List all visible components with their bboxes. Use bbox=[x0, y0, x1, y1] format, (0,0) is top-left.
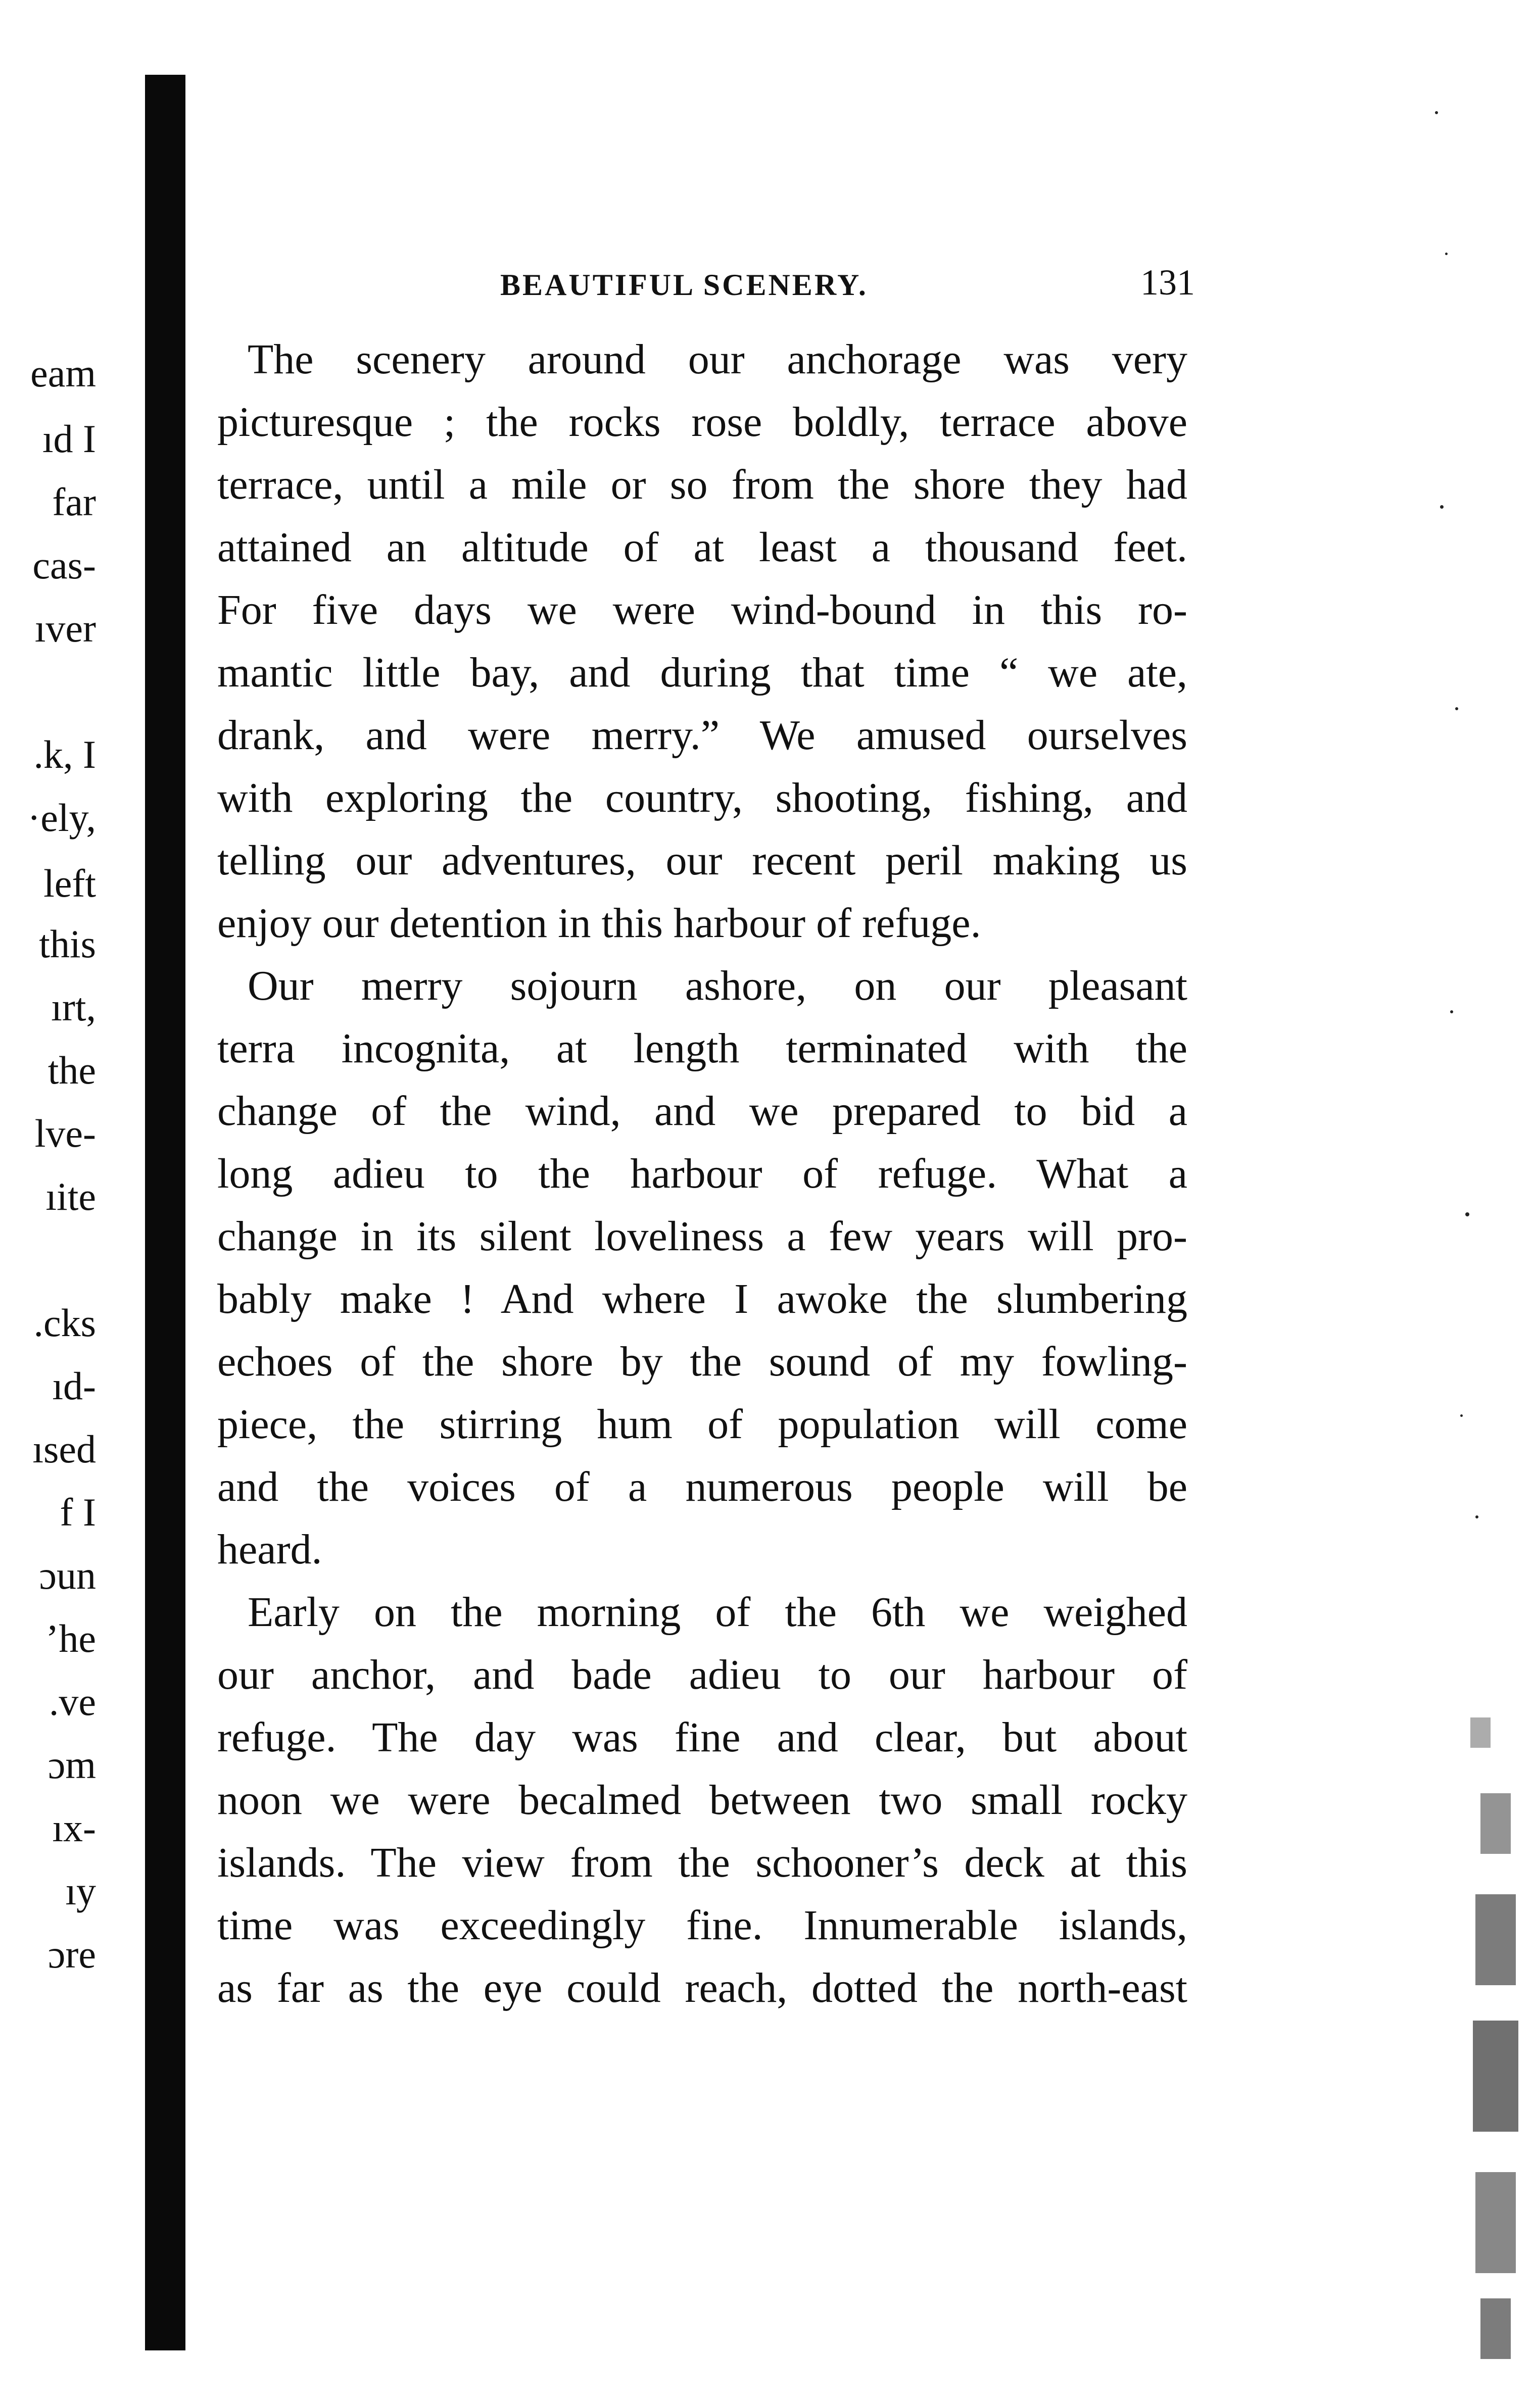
facing-page-fragment: cas- bbox=[32, 543, 96, 587]
facing-page-fragment: ıd- bbox=[52, 1364, 96, 1408]
page-edge-speckle bbox=[1425, 51, 1533, 2384]
text-line: picturesque ; the rocks rose boldly, terrace above bbox=[217, 399, 1187, 446]
text-line: Early on the morning of the 6th we weighed bbox=[248, 1589, 1187, 1636]
text-line: piece, the stirring hum of population will come bbox=[217, 1401, 1187, 1448]
text-line: bably make ! And where I awoke the slumbering bbox=[217, 1275, 1187, 1322]
paragraph bbox=[217, 955, 1187, 1581]
text-line: with exploring the country, shooting, fishing, and bbox=[217, 774, 1187, 821]
binding-gutter bbox=[145, 75, 185, 2350]
text-line: islands. The view from the schooner’s deck at this bbox=[217, 1839, 1187, 1886]
text-line: For five days we were wind-bound in this ro- bbox=[217, 586, 1187, 633]
text-line: echoes of the shore by the sound of my fowling- bbox=[217, 1338, 1187, 1385]
page-number: 131 bbox=[1140, 262, 1195, 303]
text-line: noon we were becalmed between two small rocky bbox=[217, 1777, 1187, 1824]
text-line: telling our adventures, our recent peril making us bbox=[217, 837, 1187, 884]
facing-page-fragment: .cks bbox=[33, 1301, 96, 1345]
page-header bbox=[217, 253, 1195, 308]
facing-page-fragments bbox=[0, 0, 141, 2408]
facing-page-fragment: ıite bbox=[45, 1174, 96, 1218]
facing-page-fragment: lve- bbox=[34, 1111, 96, 1155]
facing-page-fragment: ıy bbox=[65, 1869, 96, 1913]
facing-page-fragment: ·ely, bbox=[27, 796, 96, 840]
facing-page-fragment: ısed bbox=[32, 1427, 96, 1471]
text-line: as far as the eye could reach, dotted the north-east bbox=[217, 1964, 1187, 2011]
paragraph bbox=[217, 328, 1187, 955]
facing-page-fragment: .ve bbox=[49, 1680, 96, 1724]
facing-page-fragment: f I bbox=[60, 1490, 96, 1534]
text-line: our anchor, and bade adieu to our harbour of bbox=[217, 1651, 1187, 1698]
facing-page-fragment: this bbox=[39, 922, 96, 966]
facing-page-fragment: ırt, bbox=[51, 985, 96, 1029]
text-line: and the voices of a numerous people will be bbox=[217, 1463, 1187, 1510]
book-page bbox=[217, 253, 1195, 2020]
facing-page-fragment: ɔre bbox=[47, 1932, 96, 1976]
facing-page-fragment: .k, I bbox=[33, 732, 96, 776]
text-line: attained an altitude of at least a thousand feet. bbox=[217, 524, 1187, 571]
facing-page-fragment: ɔm bbox=[47, 1743, 96, 1787]
running-head: BEAUTIFUL SCENERY. bbox=[500, 268, 868, 302]
facing-page-fragment: ıx- bbox=[52, 1806, 96, 1850]
text-line: time was exceedingly fine. Innumerable islands, bbox=[217, 1902, 1187, 1949]
facing-page-fragment: far bbox=[52, 480, 96, 524]
facing-page-fragment: ɔun bbox=[39, 1553, 96, 1597]
text-line: change of the wind, and we prepared to bid a bbox=[217, 1088, 1187, 1135]
facing-page-fragment: left bbox=[43, 861, 96, 905]
text-line: mantic little bay, and during that time “ we ate, bbox=[217, 649, 1187, 696]
facing-page-fragment: the bbox=[47, 1048, 96, 1092]
text-line: enjoy our detention in this harbour of refuge. bbox=[217, 900, 981, 947]
paragraph bbox=[217, 1581, 1187, 2020]
facing-page-fragment: ʼhe bbox=[45, 1616, 96, 1660]
facing-page-fragment: ıd I bbox=[42, 417, 96, 461]
text-line: heard. bbox=[217, 1526, 322, 1573]
text-line: The scenery around our anchorage was very bbox=[248, 336, 1187, 383]
text-line: long adieu to the harbour of refuge. What a bbox=[217, 1150, 1187, 1197]
facing-page-fragment: eam bbox=[30, 351, 96, 395]
facing-page-fragment: ıver bbox=[34, 606, 96, 650]
text-line: terrace, until a mile or so from the shore they had bbox=[217, 461, 1187, 508]
text-line: drank, and were merry.” We amused ourselves bbox=[217, 712, 1187, 759]
text-line: change in its silent loveliness a few years will pro- bbox=[217, 1213, 1187, 1260]
text-line: refuge. The day was fine and clear, but about bbox=[217, 1714, 1187, 1761]
body-text bbox=[217, 328, 1187, 2020]
text-line: terra incognita, at length terminated with the bbox=[217, 1025, 1187, 1072]
text-line: Our merry sojourn ashore, on our pleasant bbox=[248, 962, 1187, 1009]
